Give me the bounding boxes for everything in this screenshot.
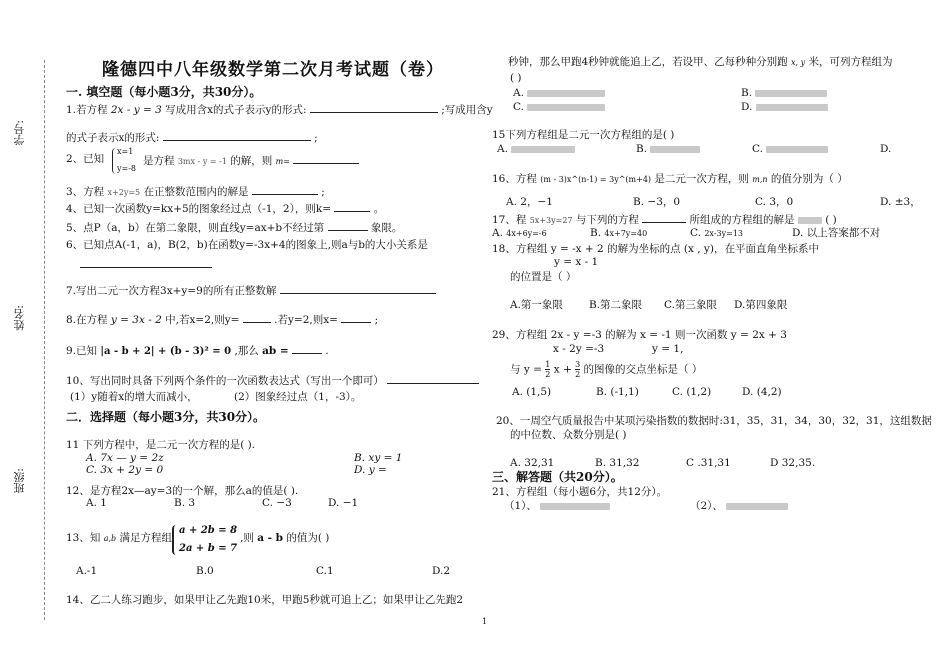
q13-option-b: B.0 xyxy=(196,565,214,577)
q8-text-a: 8.在方程 xyxy=(66,314,108,326)
q10-condition-1: (1）y随着x的增大而减小， xyxy=(70,391,198,403)
q15-option-d: D. xyxy=(880,143,892,155)
question-11: 11 下列方程中，是二元一次方程的是( ). xyxy=(66,439,256,451)
q29-fraction-1-num: 1 xyxy=(545,360,551,369)
q29-fraction-1-den: 2 xyxy=(545,370,551,379)
question-7 xyxy=(66,284,436,297)
q17-option-c-label: C. xyxy=(690,227,701,239)
q15-option-a-system xyxy=(511,146,575,153)
q16-option-c: C. 3，0 xyxy=(755,196,794,208)
question-9 xyxy=(66,344,329,357)
q2-text-a: 2、已知 xyxy=(66,153,105,165)
q12-option-b: B. 3 xyxy=(174,497,196,509)
question-29-line2a: x - 2y =-3 xyxy=(553,343,605,355)
q17-equation: 5x+3y=27 xyxy=(529,216,573,225)
question-29-line2b: y = 1, xyxy=(652,343,684,355)
section2-heading: 二．选择题（每小题3分，共30分）。 xyxy=(66,410,266,424)
q11-option-a: A. 7x — y = 2z xyxy=(86,452,164,464)
question-1-line2 xyxy=(66,131,318,144)
q15-option-c xyxy=(752,144,828,155)
q21-part-1-system xyxy=(540,503,610,510)
q1-answer-blank-2[interactable] xyxy=(163,131,311,141)
q2-system-line2: y=-8 xyxy=(117,164,137,173)
question-18-line1: 18、方程组 y = -x + 2 的解为坐标的点 (x , y)，在平面直角坐标系中 xyxy=(492,243,819,255)
q14-option-b xyxy=(741,88,827,99)
q29-fraction-2-num: 3 xyxy=(575,360,581,369)
q17-text-d: ( ) xyxy=(825,214,837,226)
question-2-rest xyxy=(143,154,359,167)
q29-option-a: A. (1,5) xyxy=(512,386,552,398)
q13-option-d: D.2 xyxy=(432,565,451,577)
q29-option-b: B. (-1,1) xyxy=(596,386,639,398)
name-label: 姓名: xyxy=(13,305,26,331)
q5-text-a: 5、点P（a，b）在第二象限，则直线y=ax+b不经过第 xyxy=(66,222,325,234)
section1-heading: 一. 填空题（每小题3分，共30分）。 xyxy=(66,85,262,99)
q3-text-a: 3、方程 xyxy=(66,186,105,198)
q14-option-c-system xyxy=(527,104,605,111)
q11-option-d: D. y = xyxy=(354,464,387,476)
q20-option-b: B. 31,32 xyxy=(595,457,640,469)
q8-text-d: ; xyxy=(374,314,379,326)
q29-option-d: D. (4,2) xyxy=(742,386,782,398)
q17-option-b-label: B. xyxy=(590,227,602,239)
q1-text-b: 写成用含x的式子表示y的形式: xyxy=(165,104,307,116)
q11-option-c: C. 3x + 2y = 0 xyxy=(86,464,164,476)
question-18-line3: 的位置是（ ） xyxy=(510,271,577,283)
q12-option-d: D. −1 xyxy=(328,497,359,509)
q5-answer-blank[interactable] xyxy=(328,221,368,231)
q9-text-a: 9.已知 xyxy=(66,345,98,357)
q17-answer-blank[interactable] xyxy=(642,213,686,223)
question-14: 14、乙二人练习跑步，如果甲让乙先跑10米，甲跑5秒就可追上乙；如果甲让乙先跑2 xyxy=(66,594,464,606)
page-number: 1 xyxy=(482,617,488,626)
q29-text-d2: x + xyxy=(553,363,572,376)
q8-answer-blank-2[interactable] xyxy=(341,313,371,323)
q2-text-c: 的解，则 xyxy=(230,155,273,167)
q15-option-a xyxy=(497,144,575,155)
q3-answer-blank[interactable] xyxy=(252,185,318,195)
q2-text-b: 是方程 xyxy=(143,155,175,167)
question-18-line2: y = x - 1 xyxy=(554,256,599,268)
q3-text-b: 在正整数范围内的解是 xyxy=(143,186,249,198)
question-20-line2: 的中位数、众数分别是( ) xyxy=(510,429,627,441)
q17-solution-system xyxy=(798,217,822,224)
question-29-line3 xyxy=(510,360,702,379)
question-3 xyxy=(66,185,325,198)
q2-system-line1: x=1 xyxy=(117,147,134,156)
q6-answer-blank[interactable] xyxy=(80,259,212,268)
q20-option-a: A. 32,31 xyxy=(510,457,555,469)
q15-option-c-label: C. xyxy=(752,143,763,155)
q2-answer-blank[interactable] xyxy=(293,154,359,164)
q1-answer-blank-1[interactable] xyxy=(310,103,438,113)
q1-text-a: 1.若方程 xyxy=(66,104,108,116)
q14-option-d-label: D. xyxy=(741,101,753,113)
q9-text-c: . xyxy=(325,345,329,357)
q13-text-d: 的值为( ) xyxy=(286,532,330,544)
q3-text-c: ; xyxy=(321,186,325,198)
q21-part-2 xyxy=(690,501,788,512)
q21-part-2-label: （2）、 xyxy=(690,500,723,512)
q14-option-c-label: C. xyxy=(513,101,524,113)
question-1-line1 xyxy=(66,103,493,116)
q13-system-line1: a + 2b = 8 xyxy=(179,525,238,536)
q12-option-a: A. 1 xyxy=(86,497,107,509)
section3-heading: 三、解答题（共20分）。 xyxy=(492,470,623,484)
q13-option-a: A.-1 xyxy=(76,565,98,577)
q13-text-b: 满足方程组 xyxy=(119,532,172,544)
question-13-rest xyxy=(240,533,329,544)
q10-answer-blank[interactable] xyxy=(387,374,479,384)
student-id-label: 学号: xyxy=(13,120,26,146)
q13-ab: a,b xyxy=(103,534,117,543)
q14-option-c xyxy=(513,102,605,113)
q18-option-c: C.第三象限 xyxy=(664,299,717,311)
q16-text-a: 16、方程 xyxy=(492,173,537,185)
q15-option-b-system xyxy=(650,146,700,153)
q2-m: m= xyxy=(275,157,290,166)
q20-option-d: D 32,35. xyxy=(770,457,816,469)
q16-equation: (m - 3)x^(n-1) = 3y^(m+4) xyxy=(540,175,652,184)
q15-option-a-label: A. xyxy=(497,143,508,155)
q13-system-line2: 2a + b = 7 xyxy=(179,543,238,554)
q16-mn: m,n xyxy=(752,175,768,184)
q14-option-d xyxy=(741,102,828,113)
q8-text-c: .若y=2,则x= xyxy=(274,314,338,326)
q17-option-c xyxy=(690,228,743,239)
q13-system-brace xyxy=(172,525,179,555)
q10-text-a: 10、写出同时具备下列两个条件的一次函数表达式（写出一个即可） xyxy=(66,375,384,387)
question-6: 6、已知点A(-1，a)，B(2，b)在函数y=-3x+4的图象上,则a与b的大小关系是 xyxy=(66,239,428,251)
q13-text-c: ,则 xyxy=(240,532,254,544)
q16-text-b: 是二元一次方程，则 xyxy=(654,173,749,185)
q18-option-b: B.第二象限 xyxy=(589,299,643,311)
q14-option-d-system xyxy=(756,104,828,111)
q11-option-b: B. xy = 1 xyxy=(354,452,403,464)
q10-condition-2: (2）图象经过点（1，-3）。 xyxy=(234,391,362,403)
q14-cont-2: 米，可列方程组为 xyxy=(808,56,893,68)
q21-part-2-system xyxy=(726,503,788,510)
q15-option-b xyxy=(636,144,700,155)
page-title: 隆德四中八年级数学第二次月考试题（卷） xyxy=(102,60,444,80)
question-15: 15下列方程组是二元一次方程组的是( ) xyxy=(492,129,675,141)
q17-option-b xyxy=(590,228,647,239)
q9-answer-blank[interactable] xyxy=(292,344,322,354)
q1-text-d: 的式子表示x的形式: xyxy=(66,132,160,144)
question-20-line1: 20、一周空气质量报告中某项污染指数的数据时:31，35，31，34，30，32，31，这组数据 xyxy=(496,415,932,427)
q17-option-a-equation: 4x+6y=-6 xyxy=(506,229,547,238)
q17-option-d: D. 以上答案都不对 xyxy=(792,227,881,239)
q29-text-d1: 与 y = xyxy=(510,363,542,376)
question-10-line1 xyxy=(66,374,479,387)
binding-line xyxy=(44,60,45,620)
q29-fraction-2-den: 2 xyxy=(575,370,581,379)
q13-text-a: 13、知 xyxy=(66,532,101,544)
q20-option-c: C .31,31 xyxy=(686,457,731,469)
q16-option-a: A. 2，−1 xyxy=(506,196,553,208)
q17-text-a: 17、程 xyxy=(492,214,527,226)
q17-option-a-label: A. xyxy=(492,227,503,239)
q14-answer-paren: ( ) xyxy=(510,72,522,84)
q21-part-1-label: （1）、 xyxy=(504,500,537,512)
q18-option-d: D.第四象限 xyxy=(734,299,788,311)
question-4 xyxy=(66,202,384,215)
q14-option-a xyxy=(513,88,605,99)
q4-end: 。 xyxy=(373,203,385,215)
q17-text-c: 所组成的方程组的解是 xyxy=(689,214,795,226)
q21-part-1 xyxy=(504,501,610,512)
q17-option-a xyxy=(492,228,547,239)
q7-answer-blank[interactable] xyxy=(280,284,436,294)
q16-text-c: 的值分别为（ ） xyxy=(770,173,848,185)
q9-ab: ab = xyxy=(262,345,289,357)
q8-equation: y = 3x - 2 xyxy=(110,314,162,326)
q3-equation: x+2y=5 xyxy=(107,188,141,197)
q14-option-b-system xyxy=(755,90,827,97)
question-17 xyxy=(492,213,837,226)
q8-text-b: 中,若x=2,则y= xyxy=(165,314,240,326)
q18-option-a: A.第一象限 xyxy=(510,299,563,311)
q16-option-d: D. ±3， xyxy=(880,196,921,208)
q7-text: 7.写出二元一次方程3x+y=9的所有正整数解 xyxy=(66,285,277,297)
q12-option-c: C. −3 xyxy=(262,497,292,509)
q1-text-c: ;写成用含y xyxy=(441,104,493,116)
q9-equation: |a - b + 2| + (b - 3)² = 0 xyxy=(100,346,232,357)
q14-continuation xyxy=(508,57,893,68)
q2-equation: 3mx - y = -1 xyxy=(177,157,227,166)
q4-text: 4、已知一次函数y=kx+5的图象经过点（-1，2），则k= xyxy=(66,203,331,215)
q14-option-b-label: B. xyxy=(741,87,753,99)
q29-option-c: C. (1,2) xyxy=(672,386,712,398)
question-21: 21、方程组（每小题6分，共12分）。 xyxy=(492,486,668,498)
q4-answer-blank[interactable] xyxy=(334,202,370,212)
q13-expr: a - b xyxy=(257,532,284,544)
q29-fraction-2 xyxy=(575,360,580,379)
q17-text-b: 与下列的方程 xyxy=(575,214,639,226)
question-12: 12、是方程2x—ay=3的一个解，那么a的值是( ). xyxy=(66,485,299,497)
q16-option-b: B. −3，0 xyxy=(633,196,681,208)
q17-option-c-equation: 2x-3y=13 xyxy=(704,229,743,238)
q9-text-b: ,那么 xyxy=(234,345,259,357)
q15-option-b-label: B. xyxy=(636,143,648,155)
q14-option-a-system xyxy=(527,90,605,97)
question-29-line1: 29、方程组 2x - y =-3 的解为 x = -1 则一次函数 y = 2x + 3 xyxy=(492,329,787,341)
q13-option-c: C.1 xyxy=(316,565,334,577)
q1-text-e: ; xyxy=(314,132,318,144)
q14-option-a-label: A. xyxy=(513,87,524,99)
q5-text-b: 象限。 xyxy=(370,222,403,234)
q8-answer-blank-1[interactable] xyxy=(243,313,271,323)
q29-fraction-1 xyxy=(545,360,550,379)
q1-equation: 2x - y = 3 xyxy=(110,104,162,116)
class-label: 班级: xyxy=(13,468,26,494)
q14-cont-1: 秒钟，那么甲跑4秒钟就能追上乙，若设甲、乙每秒种分别跑 xyxy=(508,56,788,68)
question-2 xyxy=(66,154,104,165)
question-13 xyxy=(66,533,172,544)
question-5 xyxy=(66,221,402,234)
q15-option-c-system xyxy=(766,146,828,153)
q14-vars: x, y xyxy=(791,58,806,67)
question-8 xyxy=(66,313,378,326)
question-16 xyxy=(492,174,848,185)
q29-text-d3: 的图像的交点坐标是（ ） xyxy=(583,363,703,376)
q17-option-b-equation: 4x+7y=40 xyxy=(604,229,648,238)
